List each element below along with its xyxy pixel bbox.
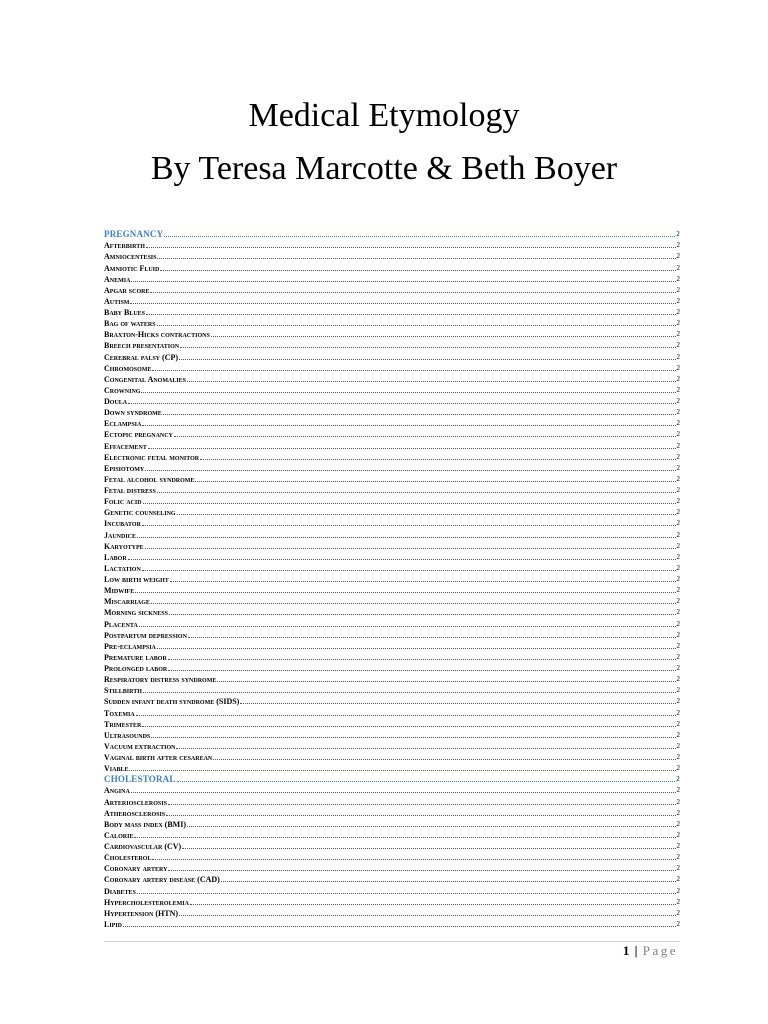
toc-entry-label: Genetic counseling (104, 508, 176, 518)
toc-page-number: 2 (676, 330, 680, 339)
toc-entry-label: Calorie (104, 830, 134, 840)
toc-dot-leader (177, 514, 676, 515)
toc-dot-leader (163, 414, 676, 415)
toc-dot-leader (128, 559, 676, 560)
toc-entry-label: Respiratory distress syndrome (104, 675, 217, 685)
toc-entry[interactable] (104, 406, 680, 417)
page-footer (623, 943, 678, 959)
toc-page-number: 2 (676, 308, 680, 316)
toc-dot-leader (179, 915, 675, 916)
toc-entry-label: Fetal distress (104, 486, 156, 495)
toc-entry[interactable] (104, 873, 680, 884)
toc-entry[interactable] (104, 384, 680, 395)
toc-dot-leader (190, 904, 676, 905)
toc-entry-label: Vacuum extraction (104, 741, 176, 751)
toc-page-number: 2 (676, 385, 680, 394)
toc-entry[interactable] (104, 284, 680, 295)
toc-page-number: 2 (676, 919, 680, 928)
toc-entry[interactable] (104, 562, 680, 573)
toc-page-number: 2 (676, 486, 680, 494)
toc-dot-leader (142, 726, 675, 727)
toc-page-number: 2 (676, 397, 680, 405)
toc-page-number: 2 (676, 452, 680, 461)
toc-entry-label: Placenta (104, 619, 138, 629)
toc-page-number: 2 (676, 296, 680, 305)
toc-page-number: 2 (676, 786, 680, 795)
toc-page-number: 2 (676, 341, 680, 350)
toc-entry[interactable] (104, 517, 680, 528)
toc-entry-label: CHOLESTORAL (104, 774, 176, 785)
toc-entry[interactable] (104, 462, 680, 473)
toc-entry-label: Vaginal birth after cesarean (104, 753, 213, 762)
toc-entry[interactable] (104, 784, 680, 795)
toc-entry[interactable] (104, 495, 680, 506)
toc-entry-label: Amniotic Fluid (104, 263, 160, 273)
toc-entry-label: Breech presentation (104, 341, 180, 351)
toc-entry[interactable] (104, 918, 680, 929)
toc-page-number: 2 (676, 241, 680, 250)
toc-entry[interactable] (104, 706, 680, 717)
toc-page-number: 2 (676, 842, 680, 850)
toc-entry[interactable] (104, 762, 680, 773)
toc-entry[interactable] (104, 884, 680, 895)
toc-dot-leader (148, 448, 676, 449)
toc-entry[interactable] (104, 317, 680, 328)
toc-page-number: 2 (676, 908, 680, 917)
toc-entry-label: Labor (104, 552, 127, 562)
toc-dot-leader (128, 403, 675, 404)
toc-entry-label: Apgar score (104, 285, 150, 295)
toc-entry[interactable] (104, 551, 680, 562)
toc-dot-leader (179, 359, 675, 360)
toc-entry-label: Morning sickness (104, 608, 168, 618)
toc-dot-leader (130, 303, 675, 304)
toc-entry[interactable] (104, 362, 680, 373)
toc-page-number: 2 (676, 408, 680, 417)
toc-entry[interactable] (104, 818, 680, 829)
toc-entry[interactable] (104, 907, 680, 918)
toc-page-number: 2 (676, 441, 680, 450)
toc-page-number: 2 (676, 563, 680, 572)
toc-entry-label: Coronary artery disease (CAD) (104, 875, 220, 885)
toc-entry-label: Folic acid (104, 497, 142, 507)
toc-dot-leader (143, 692, 676, 693)
toc-page-number: 2 (676, 519, 680, 528)
toc-page-number: 2 (676, 597, 680, 606)
toc-dot-leader (150, 292, 675, 293)
toc-dot-leader (180, 347, 675, 348)
toc-page-number: 2 (676, 530, 680, 539)
toc-entry-label: Fetal alcohol syndrome (104, 474, 195, 484)
toc-page-number: 2 (676, 864, 680, 873)
toc-entry[interactable] (104, 239, 680, 250)
toc-dot-leader (143, 503, 676, 504)
toc-page-number: 2 (676, 552, 680, 561)
toc-dot-leader (142, 570, 676, 571)
toc-dot-leader (200, 459, 675, 460)
toc-dot-leader (188, 637, 676, 638)
toc-page-number: 2 (676, 875, 680, 884)
toc-entry[interactable] (104, 373, 680, 384)
toc-entry-label: Sudden infant death syndrome (SIDS) (104, 697, 240, 707)
toc-entry[interactable] (104, 840, 680, 851)
toc-entry-label: Ectopic pregnancy (104, 430, 173, 440)
toc-entry[interactable] (104, 862, 680, 873)
toc-dot-leader (151, 603, 676, 604)
toc-dot-leader (142, 425, 675, 426)
toc-entry[interactable] (104, 261, 680, 272)
toc-entry[interactable] (104, 617, 680, 628)
toc-dot-leader (157, 648, 676, 649)
toc-dot-leader (139, 626, 676, 627)
toc-entry-label: Midwife (104, 586, 135, 596)
toc-dot-leader (174, 436, 676, 437)
toc-dot-leader (177, 781, 676, 782)
footer-divider (104, 941, 680, 942)
toc-entry-label: Cerebral palsy (CP) (104, 352, 179, 362)
toc-entry[interactable] (104, 417, 680, 428)
toc-page-number: 2 (676, 230, 680, 239)
toc-dot-leader (195, 481, 675, 482)
toc-dot-leader (157, 258, 675, 259)
toc-page-number: 2 (676, 797, 680, 806)
toc-dot-leader (240, 703, 675, 704)
toc-entry[interactable] (104, 473, 680, 484)
toc-page-number: 2 (676, 474, 680, 483)
toc-dot-leader (213, 759, 675, 760)
toc-dot-leader (187, 826, 675, 827)
toc-entry[interactable] (104, 528, 680, 539)
toc-entry[interactable] (104, 595, 680, 606)
toc-entry-label: Cholesterol (104, 853, 152, 863)
toc-entry-label: Angina (104, 786, 130, 796)
toc-dot-leader (131, 792, 676, 793)
toc-dot-leader (134, 837, 675, 838)
toc-page-number: 2 (676, 285, 680, 294)
toc-entry-label: Amniocentesis (104, 252, 157, 262)
toc-entry[interactable] (104, 695, 680, 706)
toc-entry-label: Coronary artery (104, 864, 168, 874)
toc-dot-leader (137, 893, 676, 894)
toc-entry-label: Autism (104, 296, 130, 306)
toc-entry-label: Incubator (104, 519, 141, 529)
toc-page-number: 2 (676, 575, 680, 583)
toc-page-number: 2 (676, 808, 680, 817)
toc-entry[interactable] (104, 829, 680, 840)
toc-page-number: 2 (676, 374, 680, 383)
toc-dot-leader (136, 715, 676, 716)
toc-entry[interactable] (104, 896, 680, 907)
toc-entry-label: Atherosclerosis (104, 808, 166, 818)
page-word: Page (642, 943, 678, 958)
document-title: Medical Etymology (248, 97, 520, 134)
toc-entry[interactable] (104, 851, 680, 862)
toc-entry-label: Viable (104, 764, 129, 774)
toc-entry-label: Electronic fetal monitor (104, 452, 200, 462)
toc-entry[interactable] (104, 439, 680, 450)
toc-dot-leader (146, 247, 676, 248)
toc-entry-label: Hypercholesterolemia (104, 897, 189, 907)
toc-page-number: 2 (676, 619, 680, 628)
toc-entry-label: Prolonged labor (104, 664, 168, 673)
toc-entry[interactable] (104, 484, 680, 495)
toc-entry[interactable] (104, 540, 680, 551)
toc-entry[interactable] (104, 328, 680, 339)
toc-page-number: 2 (676, 497, 680, 506)
toc-entry-label: Chromosome (104, 363, 152, 373)
toc-entry[interactable] (104, 250, 680, 261)
toc-entry[interactable] (104, 629, 680, 640)
toc-dot-leader (145, 548, 676, 549)
toc-entry-label: Arteriosclerosis (104, 797, 167, 807)
toc-page-number: 2 (676, 853, 680, 862)
toc-entry[interactable] (104, 651, 680, 662)
toc-dot-leader (169, 614, 676, 615)
toc-entry[interactable] (104, 428, 680, 439)
toc-entry[interactable] (104, 606, 680, 617)
toc-entry[interactable] (104, 295, 680, 306)
toc-page-number: 2 (676, 686, 680, 695)
table-of-contents (104, 228, 680, 929)
toc-page-number: 2 (676, 263, 680, 272)
toc-page-number: 2 (676, 886, 680, 895)
toc-dot-leader (131, 281, 675, 282)
toc-dot-leader (170, 581, 676, 582)
toc-dot-leader (123, 926, 675, 927)
toc-entry[interactable] (104, 740, 680, 751)
toc-dot-leader (217, 681, 675, 682)
toc-entry-label: Body mass index (BMI) (104, 819, 187, 829)
toc-page-number: 2 (676, 463, 680, 472)
toc-entry-label: Doula (104, 397, 128, 406)
toc-dot-leader (168, 659, 676, 660)
toc-dot-leader (166, 815, 675, 816)
document-subtitle: By Teresa Marcotte & Beth Boyer (150, 150, 618, 187)
toc-entry[interactable] (104, 673, 680, 684)
toc-entry-label: Diabetes (104, 886, 136, 896)
toc-entry-label: Jaundice (104, 530, 137, 540)
toc-page-number: 2 (676, 274, 680, 283)
toc-page-number: 2 (676, 819, 680, 828)
toc-entry-label: Eclampsia (104, 419, 142, 429)
toc-dot-leader (182, 848, 675, 849)
toc-dot-leader (168, 670, 675, 671)
toc-page-number: 2 (676, 708, 680, 717)
toc-dot-leader (164, 236, 675, 237)
toc-page-number: 2 (676, 252, 680, 261)
toc-dot-leader (151, 737, 675, 738)
toc-entry[interactable] (104, 684, 680, 695)
toc-dot-leader (168, 870, 675, 871)
toc-dot-leader (135, 592, 675, 593)
toc-page-number: 2 (676, 764, 680, 773)
toc-page-number: 2 (676, 775, 680, 784)
toc-entry-label: Postpartum depression (104, 630, 187, 640)
toc-entry-label: Lactation (104, 563, 141, 573)
toc-page-number: 2 (676, 719, 680, 728)
toc-entry-label: Miscarriage (104, 597, 150, 607)
toc-page-number: 2 (676, 741, 680, 750)
page-number: 1 (622, 943, 630, 958)
toc-page-number: 2 (676, 363, 680, 372)
toc-dot-leader (142, 525, 676, 526)
toc-page-number: 2 (676, 352, 680, 361)
toc-dot-leader (145, 470, 675, 471)
toc-entry[interactable] (104, 795, 680, 806)
toc-entry-label: Low birth weight (104, 575, 169, 584)
toc-dot-leader (221, 881, 676, 882)
toc-page-number: 2 (676, 541, 680, 550)
toc-entry-label: Congenital Anomalies (104, 374, 187, 384)
toc-page-number: 2 (676, 508, 680, 517)
toc-entry[interactable] (104, 751, 680, 762)
toc-entry-label: Trimester (104, 719, 142, 729)
toc-dot-leader (141, 392, 675, 393)
toc-entry[interactable] (104, 718, 680, 729)
toc-entry[interactable] (104, 807, 680, 818)
toc-entry[interactable] (104, 729, 680, 740)
toc-entry-label: Cardiovascular (CV) (104, 842, 182, 851)
toc-entry-label: Pre-eclampsia (104, 641, 156, 651)
toc-dot-leader (168, 804, 676, 805)
toc-dot-leader (146, 314, 675, 315)
toc-page-number: 2 (676, 641, 680, 650)
toc-entry-label: Ultrasounds (104, 730, 151, 740)
toc-entry-label: PREGNANCY (104, 229, 164, 240)
toc-page-number: 2 (676, 319, 680, 328)
toc-entry[interactable] (104, 339, 680, 350)
toc-entry[interactable] (104, 451, 680, 462)
toc-page-number: 2 (676, 664, 680, 672)
toc-entry-label: Anemia (104, 274, 131, 284)
toc-entry[interactable] (104, 584, 680, 595)
toc-entry-label: Episiotomy (104, 463, 145, 473)
toc-page-number: 2 (676, 697, 680, 706)
toc-entry-label: Lipid (104, 919, 123, 929)
toc-dot-leader (152, 370, 675, 371)
toc-dot-leader (187, 381, 675, 382)
toc-page-number: 2 (676, 630, 680, 639)
toc-entry[interactable] (104, 273, 680, 284)
toc-page-number: 2 (676, 730, 680, 739)
toc-page-number: 2 (676, 753, 680, 761)
toc-section-heading[interactable] (104, 228, 680, 239)
toc-entry[interactable] (104, 573, 680, 584)
toc-entry[interactable] (104, 640, 680, 651)
toc-dot-leader (157, 325, 676, 326)
toc-entry-label: Braxton-Hicks contractions (104, 330, 210, 340)
toc-entry-label: Hypertension (HTN) (104, 908, 179, 918)
toc-page-number: 2 (676, 430, 680, 439)
toc-entry-label: Premature labor (104, 652, 167, 662)
toc-entry[interactable] (104, 662, 680, 673)
toc-section-heading[interactable] (104, 773, 680, 784)
toc-entry[interactable] (104, 506, 680, 517)
toc-entry-label: Crowning (104, 385, 141, 395)
toc-entry-label: Down syndrome (104, 408, 162, 418)
toc-page-number: 2 (676, 830, 680, 839)
toc-entry-label: Effacement (104, 441, 147, 451)
footer-separator: | (634, 943, 638, 958)
toc-page-number: 2 (676, 608, 680, 617)
toc-dot-leader (129, 770, 675, 771)
toc-page-number: 2 (676, 586, 680, 595)
toc-dot-leader (137, 537, 675, 538)
toc-entry-label: Afterbirth (104, 241, 145, 251)
toc-page-number: 2 (676, 675, 680, 684)
toc-dot-leader (160, 270, 675, 271)
toc-entry[interactable] (104, 350, 680, 361)
toc-page-number: 2 (676, 419, 680, 428)
toc-entry-label: Toxemia (104, 708, 135, 718)
toc-dot-leader (176, 748, 675, 749)
toc-dot-leader (157, 492, 676, 493)
toc-page-number: 2 (676, 897, 680, 906)
toc-entry-label: Stillbirth (104, 686, 142, 696)
toc-entry-label: Karyotype (104, 541, 144, 551)
toc-page-number: 2 (676, 652, 680, 661)
toc-entry[interactable] (104, 306, 680, 317)
toc-entry[interactable] (104, 395, 680, 406)
toc-entry-label: Baby Blues (104, 308, 146, 317)
toc-entry-label: Bag of waters (104, 319, 156, 329)
toc-dot-leader (211, 336, 676, 337)
toc-dot-leader (152, 859, 675, 860)
